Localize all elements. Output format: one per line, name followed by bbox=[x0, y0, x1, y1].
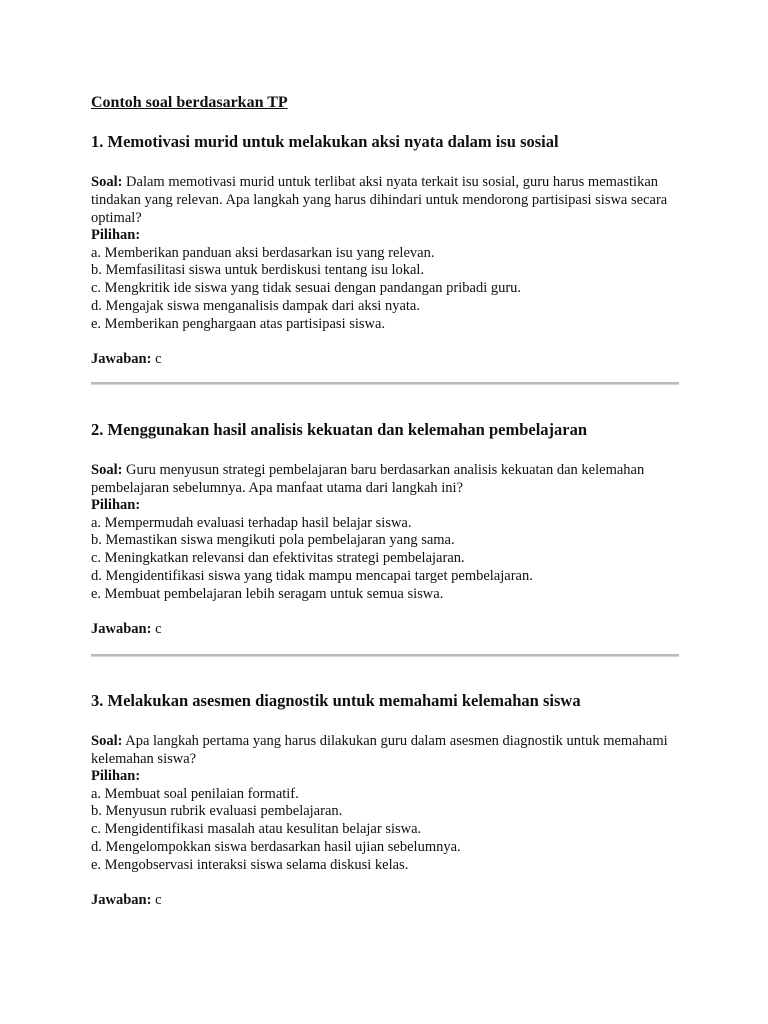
answer-label: Jawaban: bbox=[91, 351, 152, 368]
choice-e: e. Mengobservasi interaksi siswa selama diskusi kelas. bbox=[91, 856, 409, 873]
question-body: Apa langkah pertama yang harus dilakukan guru dalam asesmen diagnostik untuk memahami kelemahan siswa? bbox=[91, 733, 668, 767]
choice-a: a. Mempermudah evaluasi terhadap hasil belajar siswa. bbox=[91, 514, 412, 531]
section-heading: 1. Memotivasi murid untuk melakukan aksi nyata dalam isu sosial bbox=[91, 132, 559, 151]
choice-e: e. Membuat pembelajaran lebih seragam untuk semua siswa. bbox=[91, 585, 444, 602]
question-section-2 bbox=[91, 420, 679, 638]
choices-label: Pilihan: bbox=[91, 227, 141, 243]
choice-d: d. Mengidentifikasi siswa yang tidak mampu mencapai target pembelajaran. bbox=[91, 567, 533, 584]
choice-c: c. Mengidentifikasi masalah atau kesulitan belajar siswa. bbox=[91, 821, 422, 838]
choice-a: a. Memberikan panduan aksi berdasarkan isu yang relevan. bbox=[91, 244, 435, 261]
answer-value: c bbox=[151, 892, 162, 909]
question-section-3 bbox=[91, 691, 679, 909]
choices-label: Pilihan: bbox=[91, 497, 141, 513]
answer-line bbox=[91, 350, 679, 368]
choice-d: d. Mengajak siswa menganalisis dampak dari aksi nyata. bbox=[91, 297, 420, 314]
question-section-1 bbox=[91, 132, 679, 368]
section-divider-2 bbox=[91, 654, 679, 657]
question-text bbox=[91, 173, 679, 227]
answer-label: Jawaban: bbox=[91, 892, 152, 909]
choice-b: b. Memastikan siswa mengikuti pola pembelajaran yang sama. bbox=[91, 532, 455, 549]
question-text bbox=[91, 461, 679, 497]
section-heading: 2. Menggunakan hasil analisis kekuatan dan kelemahan pembelajaran bbox=[91, 420, 588, 439]
answer-value: c bbox=[151, 621, 162, 638]
choice-c: c. Meningkatkan relevansi dan efektivitas strategi pembelajaran. bbox=[91, 550, 465, 567]
question-label: Soal: bbox=[91, 462, 123, 478]
question-body: Dalam memotivasi murid untuk terlibat aksi nyata terkait isu sosial, guru harus memastikan tindakan yang relevan. Apa langkah yang harus dihindari untuk mendorong partisipasi siswa secara optimal? bbox=[91, 174, 668, 226]
choice-c: c. Mengkritik ide siswa yang tidak sesuai dengan pandangan pribadi guru. bbox=[91, 280, 522, 297]
answer-value: c bbox=[151, 351, 162, 368]
question-text bbox=[91, 732, 679, 768]
answer-label: Jawaban: bbox=[91, 621, 152, 638]
choice-e: e. Memberikan penghargaan atas partisipasi siswa. bbox=[91, 315, 386, 332]
question-label: Soal: bbox=[91, 174, 123, 190]
question-label: Soal: bbox=[91, 733, 123, 749]
answer-line bbox=[91, 891, 679, 909]
question-body: Guru menyusun strategi pembelajaran baru berdasarkan analisis kekuatan dan kelemahan pembelajaran sebelumnya. Apa manfaat utama dari langkah ini? bbox=[91, 462, 645, 496]
choice-a: a. Membuat soal penilaian formatif. bbox=[91, 785, 299, 802]
choice-d: d. Mengelompokkan siswa berdasarkan hasil ujian sebelumnya. bbox=[91, 838, 461, 855]
section-divider-1 bbox=[91, 382, 679, 385]
section-heading: 3. Melakukan asesmen diagnostik untuk memahami kelemahan siswa bbox=[91, 691, 581, 710]
answer-line bbox=[91, 620, 679, 638]
choice-b: b. Menyusun rubrik evaluasi pembelajaran. bbox=[91, 803, 343, 820]
document-title: Contoh soal berdasarkan TP bbox=[91, 94, 288, 111]
choice-b: b. Memfasilitasi siswa untuk berdiskusi tentang isu lokal. bbox=[91, 262, 425, 279]
choices-label: Pilihan: bbox=[91, 768, 141, 784]
